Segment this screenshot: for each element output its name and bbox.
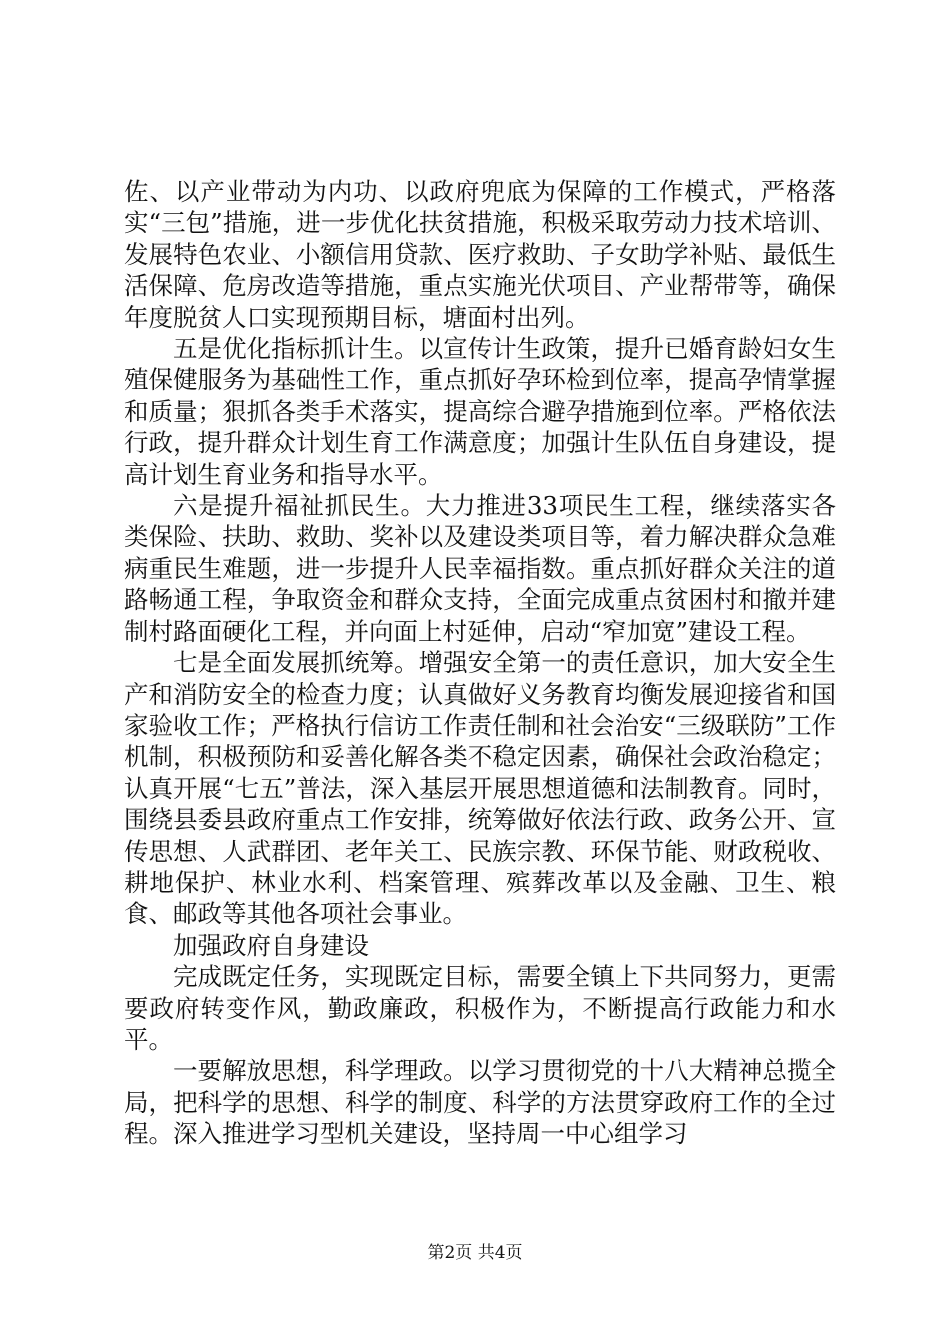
paragraph-1: 佐、以产业带动为内功、以政府兜底为保障的工作模式，严格落实“三包”措施，进一步优化扶贫措施，积极采取劳动力技术培训、发展特色农业、小额信用贷款、医疗救助、子女助学补贴、最低生活保障、危房改造等措施，重点实施光伏项目、产业帮带等，确保年度脱贫人口实现预期目标，塘面村出列。 [124,177,836,332]
paragraph-6: 一要解放思想，科学理政。以学习贯彻党的十八大精神总揽全局，把科学的思想、科学的制度、科学的方法贯穿政府工作的全过程。深入推进学习型机关建设，坚持周一中心组学习 [124,1056,836,1149]
paragraph-4: 七是全面发展抓统筹。增强安全第一的责任意识，加大安全生产和消防安全的检查力度；认真做好义务教育均衡发展迎接省和国家验收工作；严格执行信访工作责任制和社会治安“三级联防”工作机制，积极预防和妥善化解各类不稳定因素，确保社会政治稳定；认真开展“七五”普法，深入基层开展思想道德和法制教育。同时，围绕县委县政府重点工作安排，统筹做好依法行政、政务公开、宣传思想、人武群团、老年关工、民族宗教、环保节能、财政税收、耕地保护、林业水利、档案管理、殡葬改革以及金融、卫生、粮食、邮政等其他各项社会事业。 [124,648,836,929]
page-footer: 第2页 共4页 [427,1243,523,1263]
paragraph-3: 六是提升福祉抓民生。大力推进33项民生工程，继续落实各类保险、扶助、救助、奖补以及建设类项目等，着力解决群众急难病重民生难题，进一步提升人民幸福指数。重点抓好群众关注的道路畅通工程，争取资金和群众支持，全面完成重点贫困村和撤并建制村路面硬化工程，并向面上村延伸，启动“窄加宽”建设工程。 [124,491,836,646]
paragraph-2: 五是优化指标抓计生。以宣传计生政策，提升已婚育龄妇女生殖保健服务为基础性工作，重点抓好孕环检到位率，提高孕情掌握和质量；狠抓各类手术落实，提高综合避孕措施到位率。严格依法行政，提升群众计划生育工作满意度；加强计生队伍自身建设，提高计划生育业务和指导水平。 [124,334,836,489]
paragraph-5: 完成既定任务，实现既定目标，需要全镇上下共同努力，更需要政府转变作风，勤政廉政，积极作为，不断提高行政能力和水平。 [124,962,836,1054]
document-body [124,176,836,1150]
section-heading: 加强政府自身建设 [173,930,369,960]
